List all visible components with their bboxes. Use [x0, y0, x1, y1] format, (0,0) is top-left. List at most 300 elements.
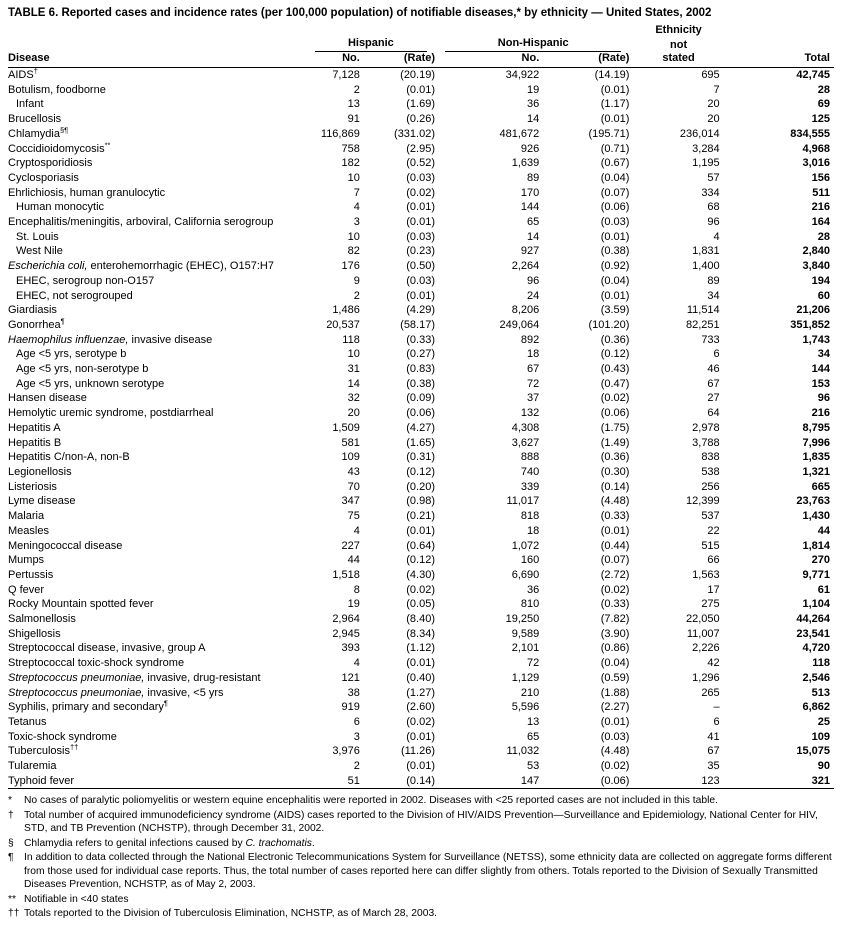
footnote-text: Notifiable in <40 states: [24, 893, 129, 905]
total-cell: 118: [812, 657, 830, 670]
total-cell: 34: [817, 348, 830, 361]
hispanic-no-cell: 70: [347, 480, 360, 493]
disease-cell: Streptococcal disease, invasive, group A: [8, 642, 206, 655]
footnote: [8, 794, 834, 808]
table-row: [8, 215, 834, 230]
hispanic-no-cell: 2,964: [332, 613, 360, 626]
ethnicity-not-stated-cell: 733: [701, 333, 720, 346]
total-cell: 23,763: [796, 495, 830, 508]
hispanic-no-cell: 3,976: [332, 745, 360, 758]
notifiable-diseases-table: [8, 24, 834, 789]
table-row: [8, 524, 834, 539]
nonhispanic-rate-cell: (4.48): [600, 495, 630, 508]
header-ethnicity-line2: not: [670, 39, 688, 51]
table-row: [8, 700, 834, 715]
hispanic-rate-cell: (0.06): [406, 407, 436, 420]
nonhispanic-no-cell: 36: [527, 583, 540, 596]
table-row: [8, 553, 834, 568]
table-row: [8, 759, 834, 774]
total-cell: 156: [811, 171, 830, 184]
ethnicity-not-stated-cell: 42: [707, 657, 720, 670]
nonhispanic-rate-cell: (2.27): [600, 701, 630, 714]
nonhispanic-no-cell: 96: [527, 274, 540, 287]
disease-cell: Coccidioidomycosis**: [8, 141, 111, 155]
nonhispanic-no-cell: 6,690: [511, 568, 540, 581]
table-row: [8, 244, 834, 259]
disease-cell: Cryptosporidiosis: [8, 157, 93, 170]
nonhispanic-rate-cell: (0.01): [600, 524, 630, 537]
nonhispanic-rate-cell: (0.06): [600, 407, 630, 420]
nonhispanic-no-cell: 481,672: [499, 127, 540, 140]
nonhispanic-no-cell: 1,072: [511, 539, 540, 552]
hispanic-no-cell: 44: [347, 554, 360, 567]
nonhispanic-rate-cell: (0.03): [600, 216, 630, 229]
total-cell: 44,264: [796, 613, 830, 626]
ethnicity-not-stated-cell: 256: [701, 480, 720, 493]
header-spacer: [724, 24, 834, 37]
hispanic-rate-cell: (0.05): [406, 598, 436, 611]
hispanic-no-cell: 919: [341, 701, 360, 714]
disease-cell: Botulism, foodborne: [8, 83, 106, 96]
nonhispanic-rate-cell: (1.75): [600, 421, 630, 434]
total-cell: 7,996: [802, 436, 830, 449]
ethnicity-not-stated-cell: 68: [707, 201, 720, 214]
hispanic-rate-cell: (0.14): [406, 774, 436, 787]
hispanic-no-cell: 7: [353, 186, 360, 199]
disease-cell: Q fever: [8, 583, 45, 596]
hispanic-no-cell: 7,128: [332, 69, 360, 81]
nonhispanic-rate-cell: (0.01): [600, 715, 630, 728]
total-cell: 44: [817, 524, 830, 537]
table-row: [8, 539, 834, 554]
table-row: [8, 715, 834, 730]
nonhispanic-no-cell: 19,250: [505, 613, 540, 626]
nonhispanic-no-cell: 72: [527, 657, 540, 670]
total-cell: 109: [811, 730, 830, 743]
header-ethnicity-line1: Ethnicity: [655, 24, 702, 36]
ethnicity-not-stated-cell: 4: [713, 230, 720, 243]
nonhispanic-no-cell: 926: [520, 142, 540, 155]
nonhispanic-rate-cell: (0.92): [600, 260, 630, 273]
ethnicity-not-stated-cell: 1,296: [692, 671, 720, 684]
nonhispanic-no-cell: 11,017: [506, 495, 540, 508]
hispanic-rate-cell: (0.01): [406, 730, 436, 743]
nonhispanic-rate-cell: (1.88): [600, 686, 630, 699]
nonhispanic-rate-cell: (0.06): [600, 774, 630, 787]
nonhispanic-no-cell: 67: [527, 363, 540, 376]
hispanic-rate-cell: (4.30): [406, 568, 436, 581]
disease-cell: Toxic-shock syndrome: [8, 730, 117, 743]
disease-cell: Encephalitis/meningitis, arboviral, California serogroup: [8, 216, 274, 229]
table-row: [8, 377, 834, 392]
total-cell: 3,840: [802, 260, 830, 273]
nonhispanic-no-cell: 927: [520, 245, 540, 258]
total-cell: 3,016: [802, 157, 830, 170]
total-cell: 96: [817, 392, 830, 405]
ethnicity-not-stated-cell: 27: [707, 392, 720, 405]
total-cell: 216: [811, 407, 830, 420]
nonhispanic-rate-cell: (0.02): [600, 392, 630, 405]
table-row: [8, 289, 834, 304]
hispanic-no-cell: 2: [353, 83, 360, 96]
header-disease: Disease: [8, 24, 309, 68]
nonhispanic-rate-cell: (0.38): [600, 245, 630, 258]
hispanic-rate-cell: (2.95): [406, 142, 436, 155]
total-cell: 144: [811, 363, 830, 376]
hispanic-rate-cell: (1.69): [406, 98, 436, 111]
disease-cell: Shigellosis: [8, 627, 61, 640]
nonhispanic-rate-cell: (1.17): [600, 98, 630, 111]
hispanic-rate-cell: (0.26): [406, 113, 436, 126]
disease-cell: Streptococcus pneumoniae, invasive, <5 yrs: [8, 686, 224, 699]
nonhispanic-rate-cell: (1.49): [600, 436, 630, 449]
header-non-hispanic-no: No.: [439, 52, 543, 68]
nonhispanic-rate-cell: (0.43): [600, 363, 630, 376]
hispanic-no-cell: 13: [347, 98, 360, 111]
total-cell: 90: [817, 760, 830, 773]
disease-cell: EHEC, not serogrouped: [16, 289, 133, 302]
disease-cell: Lyme disease: [8, 495, 76, 508]
hispanic-rate-cell: (4.29): [406, 304, 436, 317]
ethnicity-not-stated-cell: 20: [707, 113, 720, 126]
total-cell: 42,745: [796, 69, 830, 81]
nonhispanic-rate-cell: (0.36): [600, 451, 630, 464]
table-row: [8, 156, 834, 171]
total-cell: 153: [811, 377, 830, 390]
hispanic-rate-cell: (0.83): [406, 363, 436, 376]
nonhispanic-no-cell: 740: [520, 465, 540, 478]
ethnicity-not-stated-cell: 275: [701, 598, 720, 611]
nonhispanic-rate-cell: (0.33): [600, 510, 630, 523]
disease-cell: Brucellosis: [8, 113, 62, 126]
hispanic-no-cell: 176: [341, 260, 360, 273]
hispanic-rate-cell: (0.98): [406, 495, 436, 508]
hispanic-no-cell: 43: [347, 465, 360, 478]
nonhispanic-rate-cell: (0.47): [600, 377, 630, 390]
hispanic-rate-cell: (20.19): [400, 69, 436, 81]
total-cell: 1,835: [802, 451, 830, 464]
nonhispanic-rate-cell: (0.14): [600, 480, 630, 493]
ethnicity-not-stated-cell: 3,284: [692, 142, 720, 155]
hispanic-rate-cell: (0.03): [406, 171, 436, 184]
table-row: [8, 509, 834, 524]
hispanic-rate-cell: (0.01): [406, 524, 436, 537]
hispanic-rate-cell: (0.09): [406, 392, 436, 405]
nonhispanic-no-cell: 339: [520, 480, 540, 493]
footnote-marker: †: [8, 809, 14, 821]
footnote: [8, 851, 834, 892]
nonhispanic-rate-cell: (2.72): [600, 568, 630, 581]
table-row: [8, 362, 834, 377]
total-cell: 321: [811, 774, 830, 787]
hispanic-no-cell: 31: [347, 363, 360, 376]
hispanic-no-cell: 2: [353, 289, 360, 302]
nonhispanic-rate-cell: (0.01): [600, 83, 630, 96]
total-cell: 351,852: [790, 318, 830, 331]
table-row: [8, 68, 834, 83]
hispanic-no-cell: 182: [341, 157, 360, 170]
table-row: [8, 436, 834, 451]
hispanic-group-label: Hispanic: [315, 37, 427, 52]
hispanic-no-cell: 10: [347, 230, 360, 243]
table-row: [8, 612, 834, 627]
table-row: [8, 641, 834, 656]
hispanic-no-cell: 1,509: [332, 421, 360, 434]
hispanic-rate-cell: (0.03): [406, 274, 436, 287]
nonhispanic-no-cell: 14: [527, 230, 540, 243]
total-cell: 8,795: [802, 421, 830, 434]
hispanic-no-cell: 393: [341, 642, 360, 655]
hispanic-rate-cell: (1.12): [406, 642, 436, 655]
nonhispanic-no-cell: 89: [527, 171, 540, 184]
disease-cell: Tetanus: [8, 715, 47, 728]
table-row: [8, 112, 834, 127]
table-row: [8, 142, 834, 157]
ethnicity-not-stated-cell: 12,399: [686, 495, 720, 508]
disease-cell: St. Louis: [16, 230, 59, 243]
ethnicity-not-stated-cell: 96: [707, 216, 720, 229]
nonhispanic-rate-cell: (4.48): [600, 745, 630, 758]
nonhispanic-rate-cell: (0.03): [600, 730, 630, 743]
disease-cell: Pertussis: [8, 568, 54, 581]
disease-cell: Age <5 yrs, unknown serotype: [16, 377, 165, 390]
total-cell: 511: [812, 186, 830, 199]
ethnicity-not-stated-cell: 265: [701, 686, 720, 699]
hispanic-rate-cell: (1.27): [406, 686, 436, 699]
hispanic-no-cell: 227: [341, 539, 360, 552]
total-cell: 9,771: [802, 568, 830, 581]
disease-cell: Ehrlichiosis, human granulocytic: [8, 186, 166, 199]
hispanic-rate-cell: (1.65): [406, 436, 436, 449]
disease-cell: Haemophilus influenzae, invasive disease: [8, 333, 213, 346]
header-spacer: [439, 24, 633, 37]
table-row: [8, 568, 834, 583]
hispanic-rate-cell: (0.33): [406, 333, 436, 346]
table-row: [8, 774, 834, 789]
table-row: [8, 200, 834, 215]
ethnicity-not-stated-cell: –: [713, 701, 720, 714]
nonhispanic-rate-cell: (0.71): [600, 142, 630, 155]
total-cell: 4,968: [802, 142, 830, 155]
hispanic-rate-cell: (0.20): [406, 480, 436, 493]
hispanic-rate-cell: (4.27): [406, 421, 436, 434]
hispanic-rate-cell: (8.40): [406, 613, 436, 626]
nonhispanic-no-cell: 8,206: [511, 304, 540, 317]
total-cell: 270: [811, 554, 830, 567]
disease-cell: Meningococcal disease: [8, 539, 123, 552]
hispanic-rate-cell: (0.12): [406, 465, 436, 478]
ethnicity-not-stated-cell: 34: [707, 289, 720, 302]
total-cell: 194: [811, 274, 830, 287]
hispanic-no-cell: 109: [341, 451, 360, 464]
nonhispanic-rate-cell: (0.04): [600, 657, 630, 670]
hispanic-no-cell: 121: [341, 671, 360, 684]
disease-cell: Streptococcal toxic-shock syndrome: [8, 657, 185, 670]
ethnicity-not-stated-cell: 1,831: [692, 245, 720, 258]
nonhispanic-rate-cell: (195.71): [588, 127, 630, 140]
nonhispanic-no-cell: 24: [527, 289, 540, 302]
footnote-text: Totals reported to the Division of Tuberculosis Elimination, NCHSTP, as of March 28, 2003.: [24, 908, 438, 920]
table-row: [8, 465, 834, 480]
header-row-1: [8, 24, 834, 37]
footnote-text: Total number of acquired immunodeficiency syndrome (AIDS) cases reported to the Division of HIV/AIDS Prevention—Surveillance and Epidemiology, National Center for HIV, STD, and TB Prevention (NCHSTP), through December 31, 2002.: [24, 809, 818, 835]
table-row: [8, 730, 834, 745]
hispanic-rate-cell: (0.50): [406, 260, 436, 273]
total-cell: 2,840: [802, 245, 830, 258]
hispanic-no-cell: 75: [347, 510, 360, 523]
hispanic-no-cell: 3: [353, 216, 360, 229]
table-row: [8, 391, 834, 406]
hispanic-no-cell: 51: [347, 774, 360, 787]
footnotes: [8, 794, 834, 921]
hispanic-rate-cell: (0.52): [406, 157, 436, 170]
ethnicity-not-stated-cell: 123: [701, 774, 720, 787]
nonhispanic-rate-cell: (0.67): [600, 157, 630, 170]
table-row: [8, 656, 834, 671]
hispanic-no-cell: 19: [347, 598, 360, 611]
nonhispanic-rate-cell: (0.04): [600, 274, 630, 287]
hispanic-rate-cell: (0.12): [406, 554, 436, 567]
nonhispanic-no-cell: 818: [520, 510, 540, 523]
nonhispanic-no-cell: 4,308: [511, 421, 540, 434]
hispanic-rate-cell: (0.23): [406, 245, 436, 258]
hispanic-rate-cell: (0.02): [406, 583, 436, 596]
hispanic-no-cell: 4: [353, 201, 360, 214]
ethnicity-not-stated-cell: 838: [701, 451, 720, 464]
hispanic-no-cell: 9: [353, 274, 360, 287]
total-cell: 1,104: [802, 598, 830, 611]
hispanic-no-cell: 91: [347, 113, 360, 126]
nonhispanic-rate-cell: (0.01): [600, 113, 630, 126]
disease-cell: EHEC, serogroup non-O157: [16, 274, 155, 287]
hispanic-rate-cell: (0.31): [406, 451, 436, 464]
hispanic-rate-cell: (0.01): [406, 216, 436, 229]
hispanic-no-cell: 2: [353, 760, 360, 773]
table-row: [8, 583, 834, 598]
hispanic-no-cell: 20,537: [326, 318, 360, 331]
footnote-marker: ††: [8, 908, 20, 920]
disease-cell: Mumps: [8, 554, 45, 567]
footnote: [8, 809, 834, 836]
footnote: [8, 893, 834, 907]
footnote-marker: §: [8, 837, 14, 849]
disease-cell: Legionellosis: [8, 465, 72, 478]
total-cell: 61: [817, 583, 830, 596]
disease-cell: Chlamydia§¶: [8, 126, 69, 140]
hispanic-rate-cell: (0.01): [406, 657, 436, 670]
ethnicity-not-stated-cell: 6: [713, 715, 720, 728]
hispanic-rate-cell: (0.01): [406, 83, 436, 96]
header-non-hispanic-rate: (Rate): [543, 52, 633, 68]
total-cell: 1,743: [802, 333, 830, 346]
header-total: Total: [724, 52, 834, 68]
nonhispanic-rate-cell: (0.59): [600, 671, 630, 684]
ethnicity-not-stated-cell: 1,563: [692, 568, 720, 581]
total-cell: 2,546: [802, 671, 830, 684]
table-row: [8, 97, 834, 112]
disease-cell: Listeriosis: [8, 480, 57, 493]
nonhispanic-no-cell: 65: [527, 216, 540, 229]
total-cell: 164: [811, 216, 830, 229]
hispanic-rate-cell: (58.17): [400, 318, 436, 331]
header-spacer: [724, 37, 834, 52]
disease-cell: Human monocytic: [16, 201, 105, 214]
table-row: [8, 318, 834, 333]
disease-cell: Tuberculosis††: [8, 744, 79, 758]
hispanic-no-cell: 4: [353, 524, 360, 537]
nonhispanic-no-cell: 132: [520, 407, 540, 420]
hispanic-rate-cell: (0.02): [406, 715, 436, 728]
hispanic-no-cell: 82: [347, 245, 360, 258]
nonhispanic-rate-cell: (0.44): [600, 539, 630, 552]
ethnicity-not-stated-cell: 66: [707, 554, 720, 567]
table-row: [8, 259, 834, 274]
nonhispanic-rate-cell: (0.01): [600, 289, 630, 302]
hispanic-no-cell: 3: [353, 730, 360, 743]
nonhispanic-rate-cell: (0.02): [600, 760, 630, 773]
hispanic-rate-cell: (11.26): [400, 745, 436, 758]
hispanic-no-cell: 10: [347, 348, 360, 361]
ethnicity-not-stated-cell: 538: [701, 465, 720, 478]
table-row: [8, 744, 834, 759]
hispanic-no-cell: 6: [353, 715, 360, 728]
footnote-text: No cases of paralytic poliomyelitis or western equine encephalitis were reported in 2002. Diseases with <25 reported cases are not included in this table.: [24, 795, 718, 807]
disease-cell: Cyclosporiasis: [8, 171, 79, 184]
ethnicity-not-stated-cell: 57: [707, 171, 720, 184]
ethnicity-not-stated-cell: 67: [707, 745, 720, 758]
total-cell: 1,321: [802, 465, 830, 478]
nonhispanic-rate-cell: (0.86): [600, 642, 630, 655]
nonhispanic-no-cell: 36: [527, 98, 540, 111]
disease-cell: West Nile: [16, 245, 63, 258]
ethnicity-not-stated-cell: 41: [707, 730, 720, 743]
hispanic-no-cell: 581: [341, 436, 360, 449]
ethnicity-not-stated-cell: 2,226: [692, 642, 720, 655]
disease-cell: Infant: [16, 98, 44, 111]
ethnicity-not-stated-cell: 22,050: [686, 613, 720, 626]
table-row: [8, 274, 834, 289]
ethnicity-not-stated-cell: 236,014: [679, 127, 720, 140]
ethnicity-not-stated-cell: 46: [707, 363, 720, 376]
hispanic-no-cell: 10: [347, 171, 360, 184]
disease-cell: Age <5 yrs, serotype b: [16, 348, 127, 361]
disease-cell: Hemolytic uremic syndrome, postdiarrheal: [8, 407, 214, 420]
table-row: [8, 230, 834, 245]
ethnicity-not-stated-cell: 537: [701, 510, 720, 523]
footnote-text: In addition to data collected through the National Electronic Telecommunications System for Surveillance (NETSS), some ethnicity data are collected on aggregate forms different from those used for individual case reports. Thus, the total number of cases reported here can differ slightly from others. Totals reported to the Division of Sexually Transmitted Diseases Prevention, NCHSTP, as of May 2, 2003.: [24, 852, 832, 891]
header-hispanic-no: No.: [309, 52, 364, 68]
disease-cell: Giardiasis: [8, 304, 57, 317]
nonhispanic-no-cell: 53: [527, 760, 540, 773]
hispanic-rate-cell: (0.01): [406, 760, 436, 773]
total-cell: 4,720: [802, 642, 830, 655]
nonhispanic-no-cell: 37: [527, 392, 540, 405]
disease-cell: Age <5 yrs, non-serotype b: [16, 363, 149, 376]
nonhispanic-no-cell: 2,101: [511, 642, 540, 655]
total-cell: 513: [811, 686, 830, 699]
hispanic-rate-cell: (0.38): [406, 377, 436, 390]
total-cell: 15,075: [796, 745, 830, 758]
disease-cell: Typhoid fever: [8, 774, 75, 787]
ethnicity-not-stated-cell: 82,251: [686, 318, 720, 331]
nonhispanic-no-cell: 18: [527, 348, 540, 361]
header-group-hispanic: [309, 37, 439, 52]
nonhispanic-no-cell: 14: [527, 113, 540, 126]
nonhispanic-no-cell: 11,032: [506, 745, 540, 758]
footnote-marker: **: [8, 893, 17, 905]
nonhispanic-no-cell: 210: [520, 686, 540, 699]
nonhispanic-no-cell: 2,264: [511, 260, 540, 273]
